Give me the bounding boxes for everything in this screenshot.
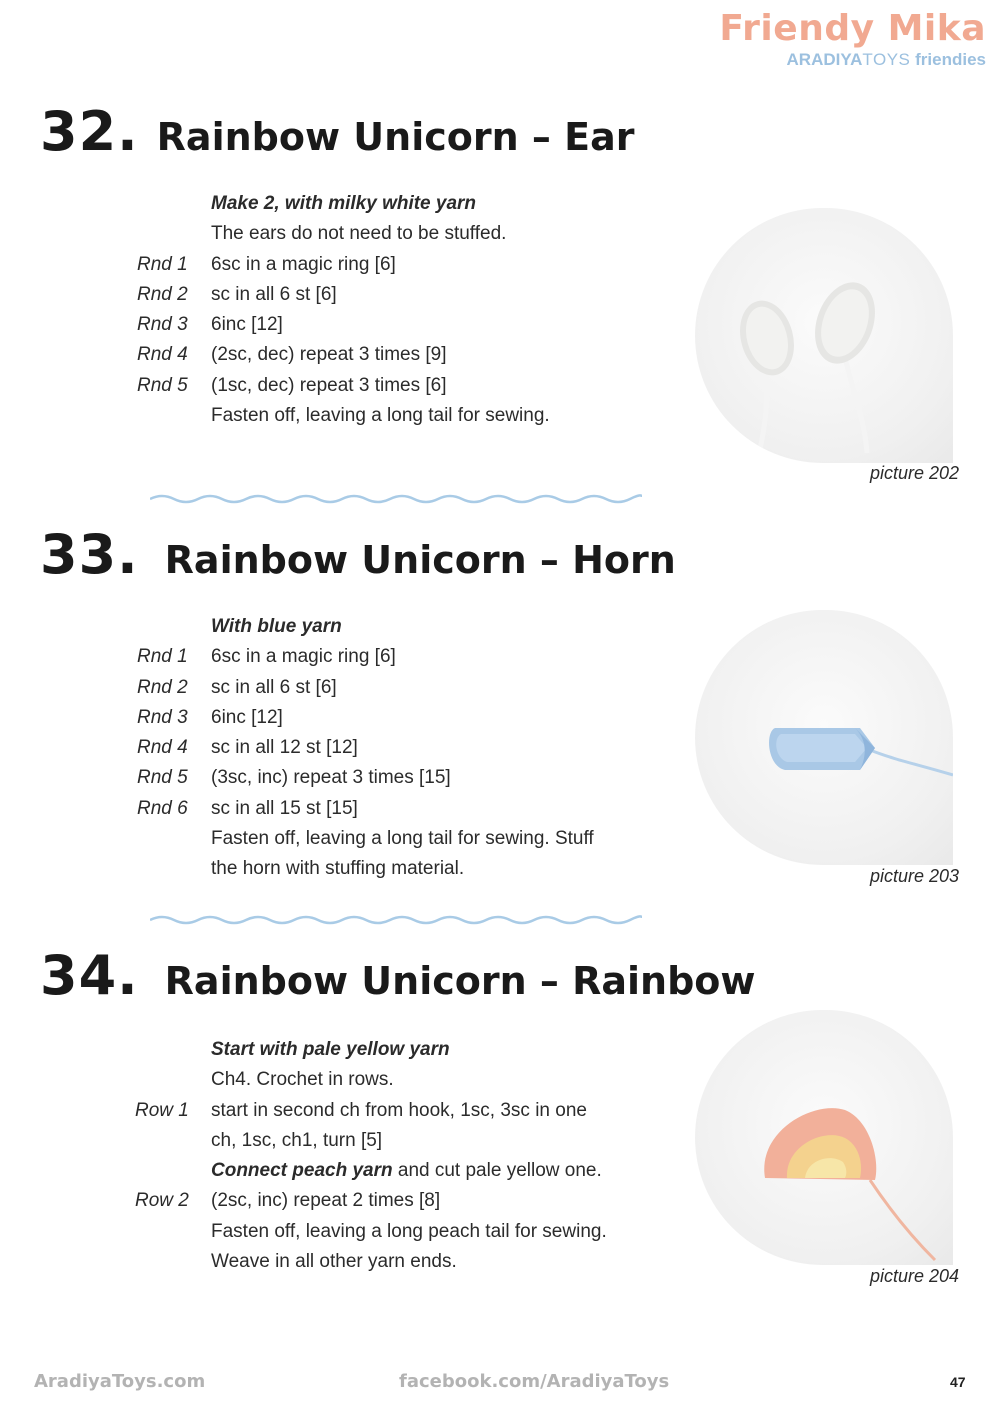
- row-text: 6sc in a magic ring [6]: [211, 253, 396, 275]
- instruction-row: [0, 673, 660, 703]
- instruction-row: [0, 1247, 660, 1277]
- row-text: Weave in all other yarn ends.: [211, 1251, 457, 1273]
- instruction-row: [0, 1126, 660, 1156]
- row-label: Rnd 3: [137, 314, 188, 336]
- row-text: sc in all 12 st [12]: [211, 737, 358, 759]
- white-ears-illustration: [695, 208, 953, 463]
- row-label: Rnd 3: [137, 706, 188, 728]
- section-title: Rainbow Unicorn – Rainbow: [164, 959, 756, 1003]
- row-text: Fasten off, leaving a long peach tail for sewing.: [211, 1220, 607, 1242]
- row-text-emphasis: Connect peach yarn: [211, 1160, 393, 1182]
- row-text: 6inc [12]: [211, 706, 283, 728]
- row-text: The ears do not need to be stuffed.: [211, 223, 507, 245]
- row-label: Row 1: [135, 1099, 189, 1121]
- rainbow-illustration: [695, 1010, 953, 1265]
- instructions-list: [0, 612, 660, 885]
- row-label: Rnd 4: [137, 737, 188, 759]
- instruction-row: [0, 310, 660, 340]
- row-text: sc in all 15 st [15]: [211, 797, 358, 819]
- row-text: 6inc [12]: [211, 314, 283, 336]
- brand-block: [719, 10, 986, 70]
- row-text: 6sc in a magic ring [6]: [211, 646, 396, 668]
- section-heading: [40, 523, 676, 586]
- section-number: 34.: [40, 944, 139, 1007]
- instruction-row: [0, 401, 660, 431]
- page-number: 47: [950, 1374, 966, 1390]
- row-label: Rnd 4: [137, 344, 188, 366]
- section-number: 32.: [40, 100, 139, 163]
- row-label: Rnd 1: [137, 646, 188, 668]
- row-text: start in second ch from hook, 1sc, 3sc in one: [211, 1099, 587, 1121]
- instruction-row: [0, 763, 660, 793]
- row-text: Start with pale yellow yarn: [211, 1039, 450, 1060]
- row-label: Rnd 6: [137, 797, 188, 819]
- section-title: Rainbow Unicorn – Ear: [156, 115, 635, 159]
- footer-facebook-link[interactable]: facebook.com/AradiyaToys: [399, 1371, 670, 1392]
- row-text: (2sc, dec) repeat 3 times [9]: [211, 344, 447, 366]
- row-text: (1sc, dec) repeat 3 times [6]: [211, 374, 447, 396]
- instruction-row: [0, 642, 660, 672]
- instruction-row: [0, 219, 660, 249]
- brand-sub-toys: TOYS: [862, 50, 911, 69]
- section-heading: [40, 944, 756, 1007]
- brand-subtitle: [719, 50, 986, 70]
- instruction-row: [0, 854, 660, 884]
- instruction-row: [0, 824, 660, 854]
- row-text: Fasten off, leaving a long tail for sewing. Stuff: [211, 828, 594, 850]
- instruction-row: [0, 703, 660, 733]
- row-text: With blue yarn: [211, 616, 342, 637]
- picture-caption: picture 202: [870, 463, 960, 483]
- instruction-row: [0, 1186, 660, 1216]
- instruction-row: [0, 733, 660, 763]
- row-label: Rnd 2: [137, 283, 188, 305]
- instruction-row: [0, 280, 660, 310]
- footer-website-link[interactable]: AradiyaToys.com: [34, 1371, 206, 1392]
- row-text: Ch4. Crochet in rows.: [211, 1069, 394, 1091]
- ears-photo: [695, 208, 953, 463]
- instruction-row: [0, 1065, 660, 1095]
- instruction-row: [0, 612, 660, 642]
- instruction-row: [0, 794, 660, 824]
- row-text: [211, 1156, 602, 1186]
- brand-title: Friendy Mika: [719, 8, 986, 49]
- brand-sub-aradiya: ARADIYA: [786, 50, 863, 69]
- row-text-rest: and cut pale yellow one.: [392, 1160, 602, 1182]
- instruction-row: [0, 1217, 660, 1247]
- instruction-row: [0, 189, 660, 219]
- row-text: sc in all 6 st [6]: [211, 283, 337, 305]
- instruction-row: [0, 250, 660, 280]
- row-label: Rnd 5: [137, 767, 188, 789]
- picture-caption: picture 203: [870, 866, 960, 886]
- instructions-list: [0, 1035, 660, 1277]
- row-text: (3sc, inc) repeat 3 times [15]: [211, 767, 451, 789]
- row-text: Make 2, with milky white yarn: [211, 193, 477, 214]
- horn-photo: [695, 610, 953, 865]
- wave-divider: [150, 493, 642, 505]
- row-label: Row 2: [135, 1190, 189, 1212]
- rainbow-photo: [695, 1010, 953, 1265]
- row-text: ch, 1sc, ch1, turn [5]: [211, 1129, 383, 1151]
- instruction-row: [0, 1156, 660, 1186]
- picture-caption: picture 204: [870, 1266, 960, 1286]
- instruction-row: [0, 1035, 660, 1065]
- row-label: Rnd 2: [137, 676, 188, 698]
- instructions-list: [0, 189, 660, 431]
- section-number: 33.: [40, 523, 139, 586]
- blue-horn-illustration: [695, 610, 953, 865]
- row-label: Rnd 1: [137, 253, 188, 275]
- instruction-row: [0, 371, 660, 401]
- row-label: Rnd 5: [137, 374, 188, 396]
- section-heading: [40, 100, 634, 163]
- row-text: (2sc, inc) repeat 2 times [8]: [211, 1190, 441, 1212]
- row-text: sc in all 6 st [6]: [211, 676, 337, 698]
- brand-sub-friendies: friendies: [915, 50, 986, 69]
- row-text: Fasten off, leaving a long tail for sewing.: [211, 405, 550, 427]
- instruction-row: [0, 340, 660, 370]
- row-text: the horn with stuffing material.: [211, 858, 465, 880]
- wave-divider: [150, 914, 642, 926]
- section-title: Rainbow Unicorn – Horn: [164, 538, 676, 582]
- instruction-row: [0, 1096, 660, 1126]
